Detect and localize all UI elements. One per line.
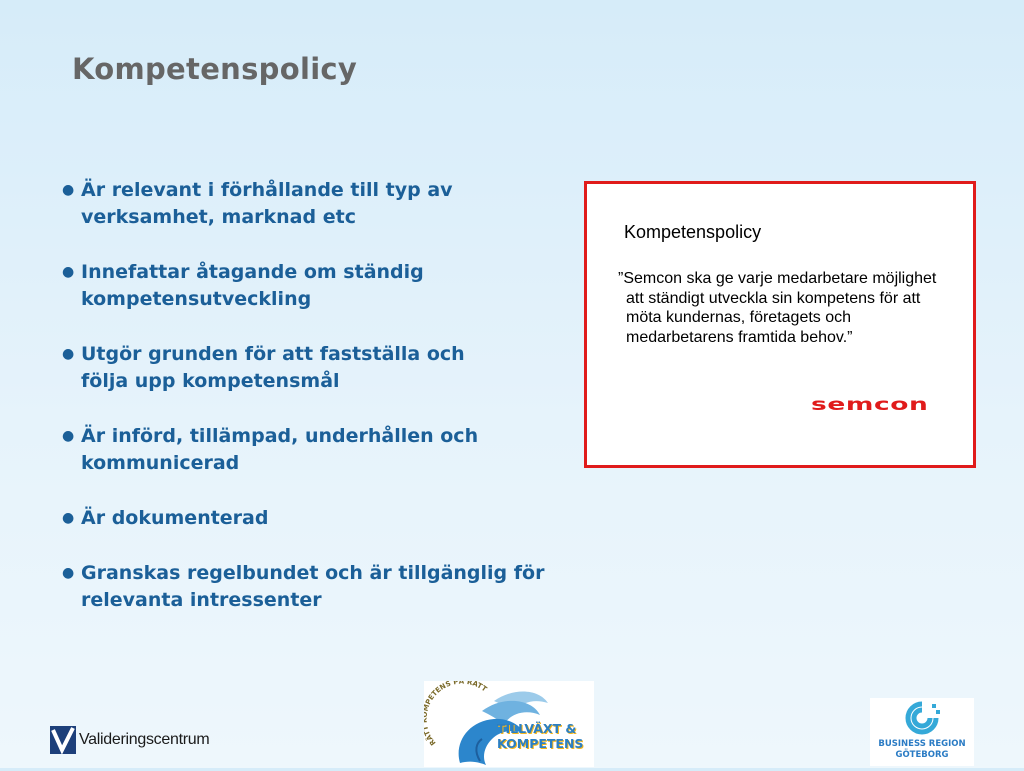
semcon-logo: semcon [811,395,929,415]
bullet-item [62,259,652,313]
bullet-icon: ● [62,264,75,280]
bullet-line: Innefattar åtagande om ständig [81,261,424,283]
tillvaxt-arc-text: RÄ PETENS PÅ RÄTT [424,681,489,747]
bullet-line: Utgör grunden för att fastställa och [81,343,465,365]
business-region-text [870,739,974,761]
bullet-icon: ● [62,428,75,444]
bullet-line: Är dokumenterad [81,507,269,529]
goteborg-line: GÖTEBORG [895,750,949,760]
business-region-goteborg-logo [870,698,974,766]
bullet-line: kompetensutveckling [81,288,312,310]
bullet-icon: ● [62,182,75,198]
bullet-item [62,177,652,231]
kompetens-line: KOMPETENS [497,736,584,751]
quote-title: Kompetenspolicy [624,222,762,242]
bullet-line: Granskas regelbundet och är tillgänglig för [81,562,545,584]
bullet-line: kommunicerad [81,452,240,474]
bullet-icon: ● [62,565,75,581]
tillvaxt-logo-text [497,721,583,751]
policy-quote-box [584,181,976,468]
bullet-list [62,177,652,642]
business-region-line: BUSINESS REGION [878,739,966,749]
slide-title: Kompetenspolicy [72,52,358,86]
br-swirl-icon [870,698,974,738]
bullet-line: Är relevant i förhållande till typ av [81,179,453,201]
tillvaxt-line: TILLVÄXT & [497,721,577,736]
bullet-line: verksamhet, marknad etc [81,206,356,228]
bullet-icon: ● [62,510,75,526]
bullet-item [62,341,652,395]
validering-v-icon [50,726,76,754]
bullet-line: Är införd, tillämpad, underhållen och [81,425,479,447]
tillvaxt-kompetens-logo [424,681,594,767]
bullet-item [62,423,652,477]
bullet-line: relevanta intressenter [81,589,322,611]
bullet-icon: ● [62,346,75,362]
quote-text: ”Semcon ska ge varje medarbetare möjlighet att ständigt utveckla sin kompetens för att möta kundernas, företagets och medarbetarens framtida behov.” [618,270,937,346]
bullet-line: följa upp kompetensmål [81,370,340,392]
bullet-item [62,560,652,614]
bullet-item [62,505,652,532]
validering-logo-text: Valideringscentrum [79,731,210,748]
valideringscentrum-logo [50,726,209,754]
